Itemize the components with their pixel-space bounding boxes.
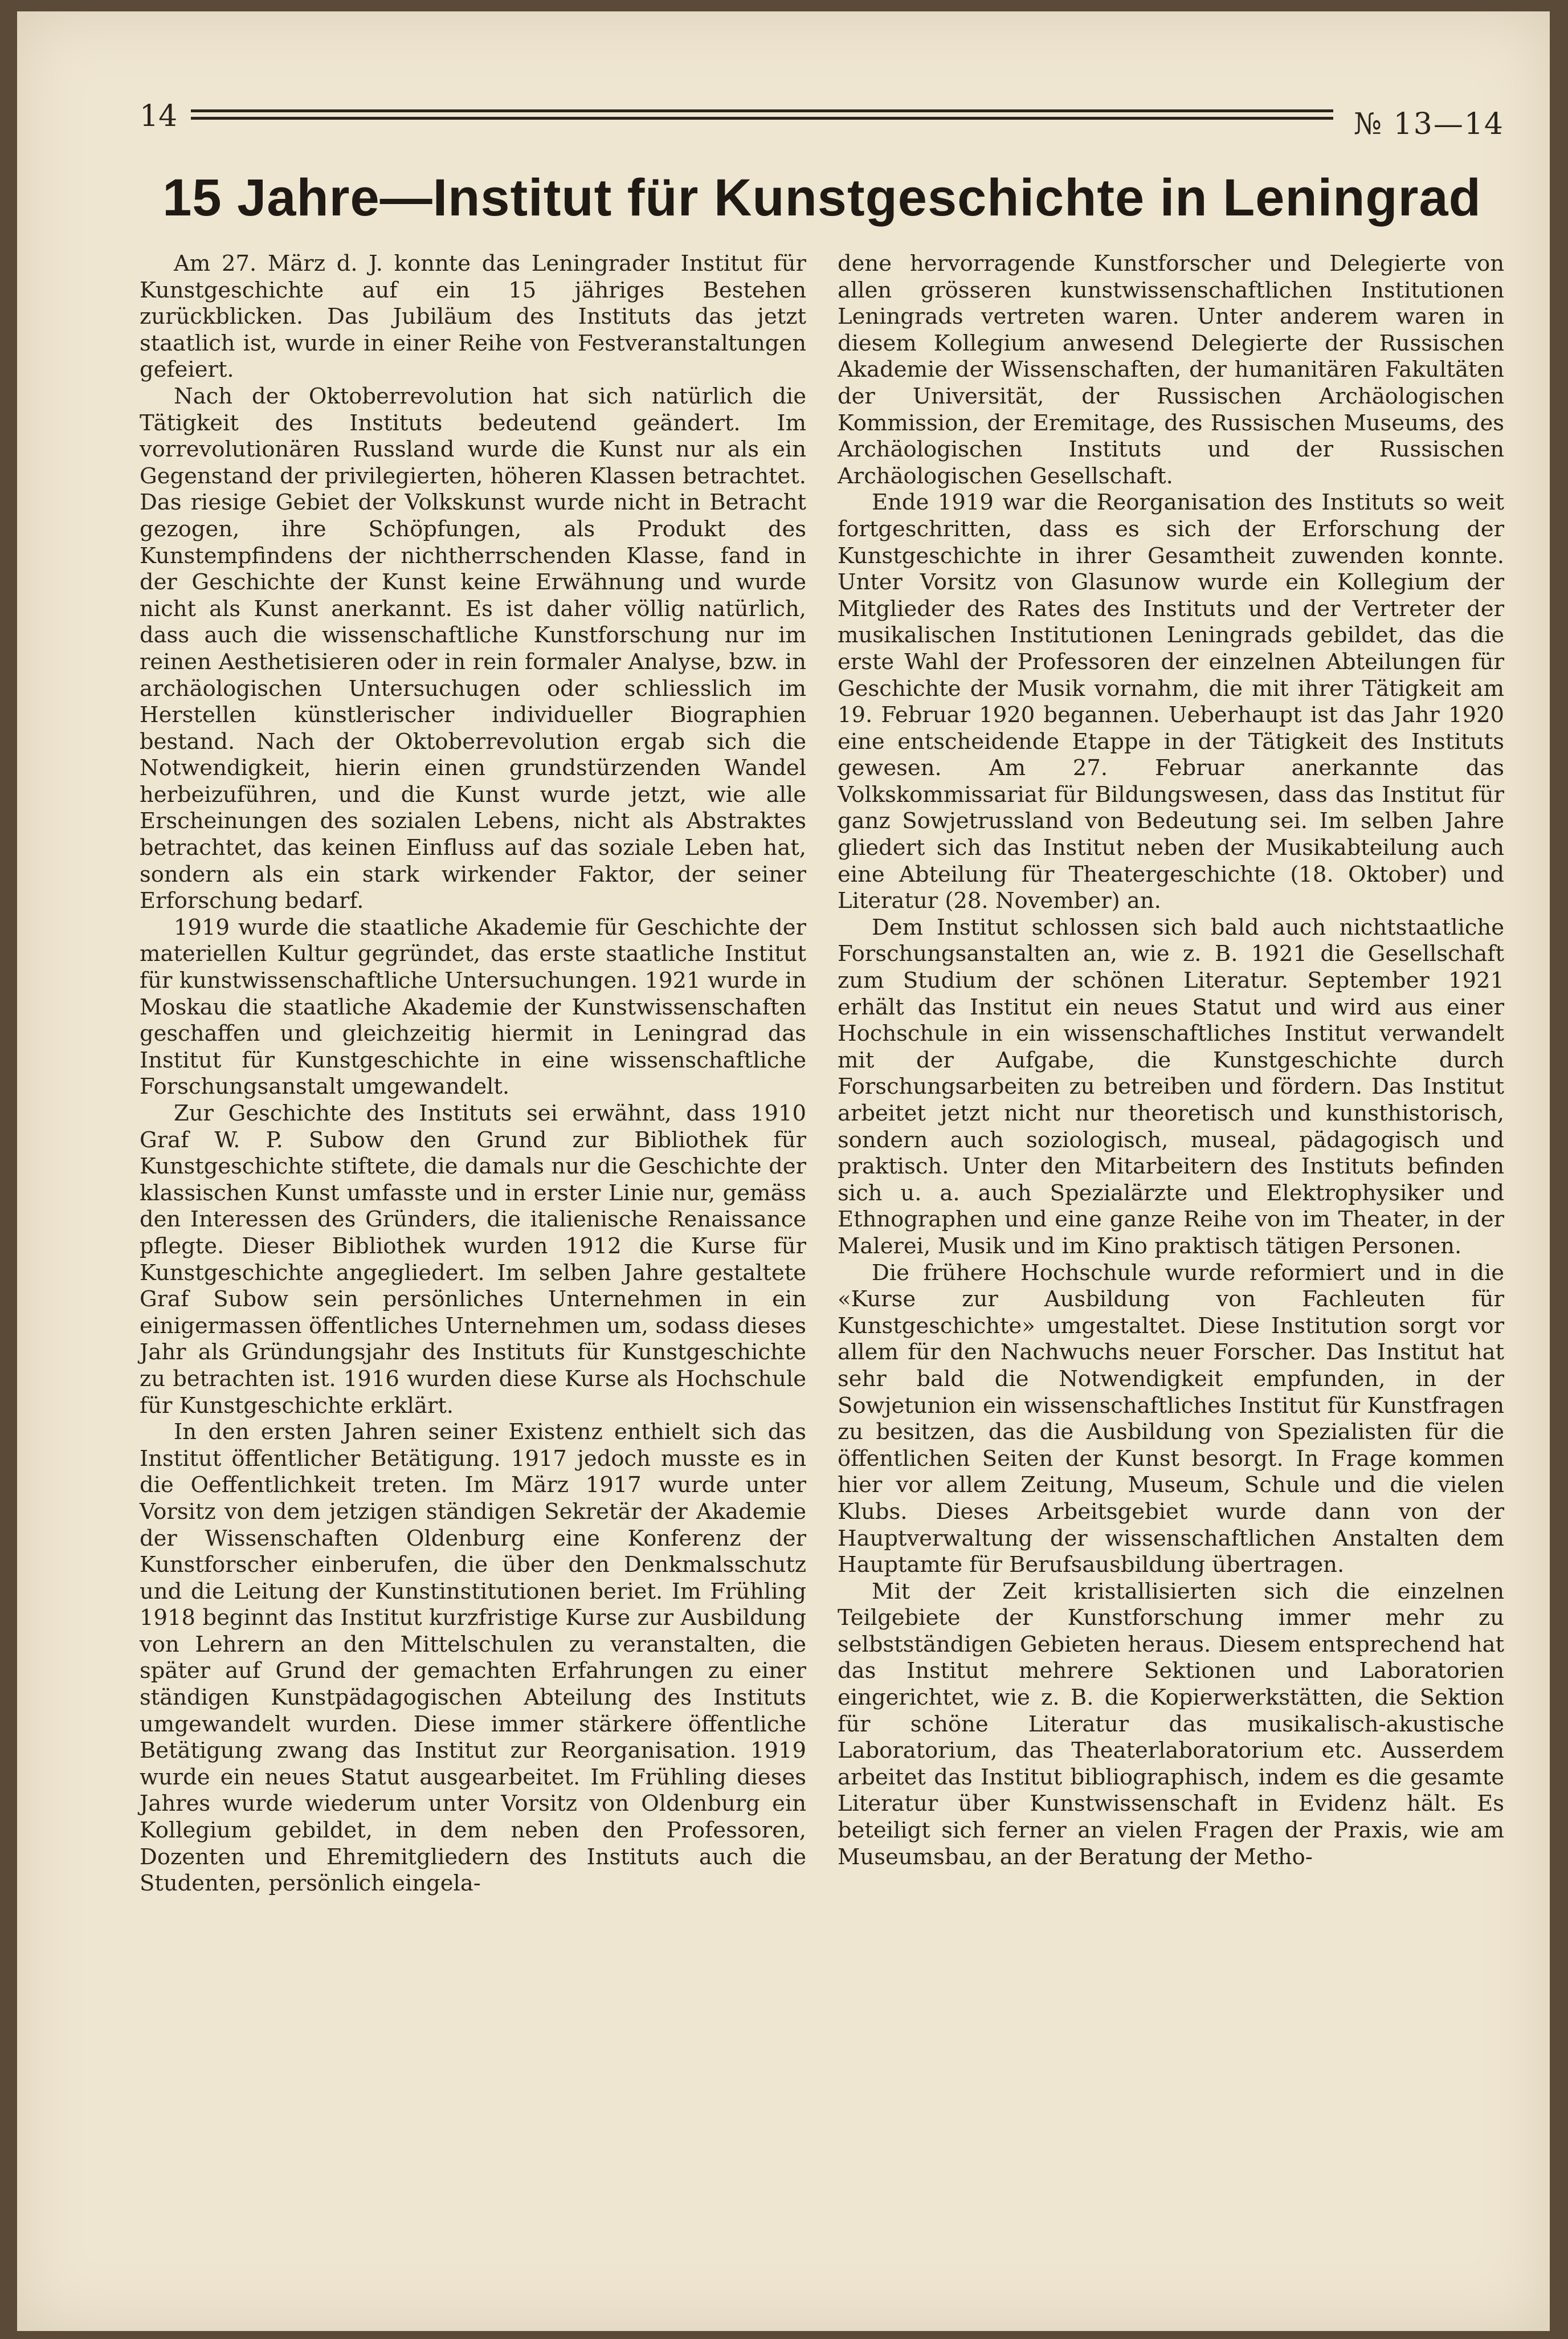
page-header [140, 97, 1504, 142]
header-double-rule [191, 109, 1333, 120]
paragraph: Am 27. März d. J. konnte das Leningrader Institut für Kunstgeschichte auf ein 15 jähriges Bestehen zurückblicken. Das Jubiläum des Instituts das jetzt staatlich ist, wurde in einer Reihe von Festveranstaltungen gefeiert. [140, 251, 806, 383]
paragraph: Die frühere Hochschule wurde reformiert und in die «Kurse zur Ausbildung von Fachleuten für Kunstgeschichte» umgestaltet. Diese Institution sorgt vor allem für den Nachwuchs neuer Forscher. Das Institut hat sehr bald die Notwendigkeit empfunden, in der Sowjetunion ein wissenschaftliches Institut für Kunstfragen zu besitzen, das die Ausbildung von Spezialisten für die öffentlichen Seiten der Kunst besorgt. In Frage kommen hier vor allem Zeitung, Museum, Schule und die vielen Klubs. Dieses Arbeitsgebiet wurde dann von der Hauptverwaltung der wissenschaftlichen Anstalten dem Hauptamte für Berufsausbildung übertragen. [838, 1260, 1504, 1578]
paragraph: dene hervorragende Kunstforscher und Delegierte von allen grösseren kunstwissenschaftlichen Institutionen Leningrads vertreten waren. Unter anderem waren in diesem Kollegium anwesend Delegierte der Russischen Akademie der Wissenschaften, der humanitären Fakultäten der Universität, der Russischen Archäologischen Kommission, der Eremitage, des Russischen Museums, des Archäologischen Instituts und der Russischen Archäologischen Gesellschaft. [838, 251, 1504, 489]
right-column [838, 251, 1504, 2189]
paragraph: Zur Geschichte des Instituts sei erwähnt, dass 1910 Graf W. P. Subow den Grund zur Bibliothek für Kunstgeschichte stiftete, die damals nur die Geschichte der klassischen Kunst umfasste und in erster Linie nur, gemäss den Interessen des Gründers, die italienische Renaissance pflegte. Dieser Bibliothek wurden 1912 die Kurse für Kunstgeschichte angegliedert. Im selben Jahre gestaltete Graf Subow sein persönliches Unternehmen in ein einigermassen öffentliches Unternehmen um, sodass dieses Jahr als Gründungsjahr des Instituts für Kunstgeschichte zu betrachten ist. 1916 wurden diese Kurse als Hochschule für Kunstgeschichte erklärt. [140, 1101, 806, 1419]
article-body [140, 251, 1504, 2189]
page-number: 14 [140, 99, 178, 133]
paragraph: In den ersten Jahren seiner Existenz enthielt sich das Institut öffentlicher Betätigung. 1917 jedoch musste es in die Oeffentlichkeit treten. Im März 1917 wurde unter Vorsitz von dem jetzigen ständigen Sekretär der Akademie der Wissenschaften Oldenburg eine Konferenz der Kunstforscher einberufen, die über den Denkmalsschutz und die Leitung der Kunstinstitutionen beriet. Im Frühling 1918 beginnt das Institut kurzfristige Kurse zur Ausbildung von Lehrern an den Mittelschulen zu veranstalten, die später auf Grund der gemachten Erfahrungen zu einer ständigen Kunstpädagogischen Abteilung des Instituts umgewandelt wurden. Diese immer stärkere öffentliche Betätigung zwang das Institut zur Reorganisation. 1919 wurde ein neues Statut ausgearbeitet. Im Frühling dieses Jahres wurde wiederum unter Vorsitz von Oldenburg ein Kollegium gebildet, in dem neben den Professoren, Dozenten und Ehremitgliedern des Instituts auch die Studenten, persönlich eingela- [140, 1419, 806, 1897]
paragraph: Dem Institut schlossen sich bald auch nichtstaatliche Forschungsanstalten an, wie z. B. 1921 die Gesellschaft zum Studium der schönen Literatur. September 1921 erhält das Institut ein neues Statut und wird aus einer Hochschule in ein wissenschaftliches Institut verwandelt mit der Aufgabe, die Kunstgeschichte durch Forschungsarbeiten zu betreiben und fördern. Das Institut arbeitet jetzt nicht nur theoretisch und kunsthistorisch, sondern auch soziologisch, museal, pädagogisch und praktisch. Unter den Mitarbeitern des Instituts befinden sich u. a. auch Spezialärzte und Elektrophysiker und Ethnographen und eine ganze Reihe von im Theater, in der Malerei, Musik und im Kino praktisch tätigen Personen. [838, 914, 1504, 1259]
paragraph: Mit der Zeit kristallisierten sich die einzelnen Teilgebiete der Kunstforschung immer mehr zu selbstständigen Gebieten heraus. Diesem entsprechend hat das Institut mehrere Sektionen und Laboratorien eingerichtet, wie z. B. die Kopierwerkstätten, die Sektion für schöne Literatur das musikalisch-akustische Laboratorium, das Theaterlaboratorium etc. Ausserdem arbeitet das Institut bibliographisch, indem es die gesamte Literatur über Kunstwissenschaft in Evidenz hält. Es beteiligt sich ferner an vielen Fragen der Praxis, wie am Museumsbau, an der Beratung der Metho- [838, 1578, 1504, 1870]
paragraph: Ende 1919 war die Reorganisation des Instituts so weit fortgeschritten, dass es sich der Erforschung der Kunstgeschichte in ihrer Gesamtheit zuwenden konnte. Unter Vorsitz von Glasunow wurde ein Kollegium der Mitglieder des Rates des Instituts und der Vertreter der musikalischen Institutionen Leningrads gebildet, das die erste Wahl der Professoren der einzelnen Abteilungen für Geschichte der Musik vornahm, die mit ihrer Tätigkeit am 19. Februar 1920 begannen. Ueberhaupt ist das Jahr 1920 eine entscheidende Etappe in der Tätigkeit des Instituts gewesen. Am 27. Februar anerkannte das Volkskommissariat für Bildungswesen, dass das Institut für ganz Sowjetrussland von Bedeutung sei. Im selben Jahre gliedert sich das Institut neben der Musikabteilung auch eine Abteilung für Theatergeschichte (18. Oktober) und Literatur (28. November) an. [838, 490, 1504, 914]
paragraph: Nach der Oktoberrevolution hat sich natürlich die Tätigkeit des Instituts bedeutend geändert. Im vorrevolutionären Russland wurde die Kunst nur als ein Gegenstand der privilegierten, höheren Klassen betrachtet. Das riesige Gebiet der Volkskunst wurde nicht in Betracht gezogen, ihre Schöpfungen, als Produkt des Kunstempfindens der nichtherrschenden Klasse, fand in der Geschichte der Kunst keine Erwähnung und wurde nicht als Kunst anerkannt. Es ist daher völlig natürlich, dass auch die wissenschaftliche Kunstforschung nur im reinen Aesthetisieren oder in rein formaler Analyse, bzw. in archäologischen Untersuchugen oder schliesslich im Herstellen künstlerischer individueller Biographien bestand. Nach der Oktoberrevolution ergab sich die Notwendigkeit, hierin einen grundstürzenden Wandel herbeizuführen, und die Kunst wurde jetzt, wie alle Erscheinungen des sozialen Lebens, nicht als Abstraktes betrachtet, das keinen Einfluss auf das soziale Leben hat, sondern als ein stark wirkender Faktor, der seiner Erforschung bedarf. [140, 383, 806, 914]
article-title: 15 Jahre—Institut für Kunstgeschichte in Leningrad [162, 169, 1481, 227]
paragraph: 1919 wurde die staatliche Akademie für Geschichte der materiellen Kultur gegründet, das erste staatliche Institut für kunstwissenschaftliche Untersuchungen. 1921 wurde in Moskau die staatliche Akademie der Kunstwissenschaften geschaffen und gleichzeitig hiermit in Leningrad das Institut für Kunstgeschichte in eine wissenschaftliche Forschungsanstalt umgewandelt. [140, 914, 806, 1100]
newspaper-page [17, 11, 1550, 2331]
left-column [140, 251, 806, 2189]
issue-number: № 13—14 [1353, 107, 1504, 141]
